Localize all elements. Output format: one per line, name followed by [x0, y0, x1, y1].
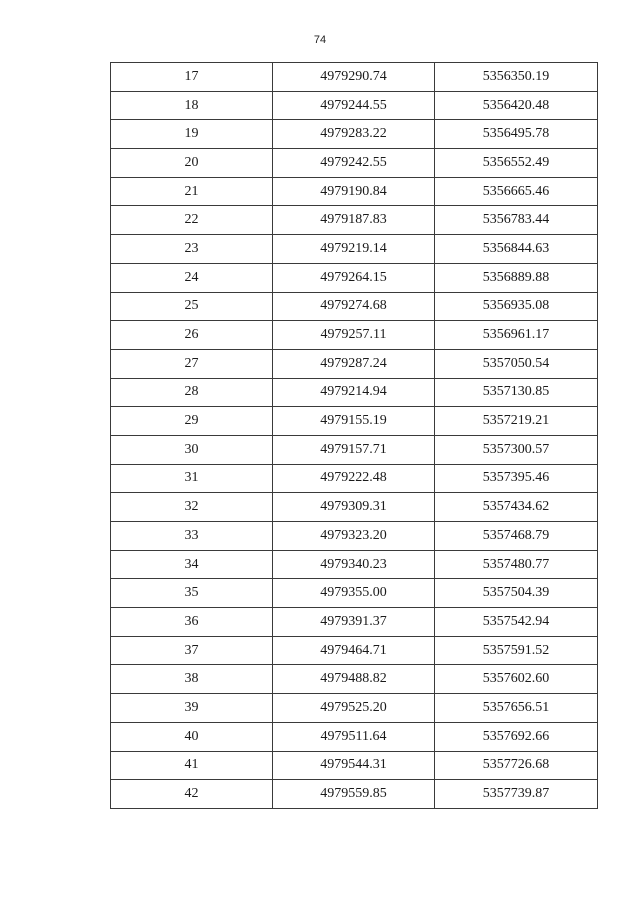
table-row: [111, 493, 598, 522]
table-row: [111, 63, 598, 92]
y-coordinate: 5356961.17: [435, 321, 598, 350]
point-number: 38: [111, 665, 273, 694]
point-number: 41: [111, 751, 273, 780]
point-number: 23: [111, 235, 273, 264]
x-coordinate: 4979488.82: [273, 665, 435, 694]
y-coordinate: 5357219.21: [435, 407, 598, 436]
point-number: 24: [111, 263, 273, 292]
point-number: 32: [111, 493, 273, 522]
y-coordinate: 5357300.57: [435, 435, 598, 464]
table-row: [111, 435, 598, 464]
point-number: 20: [111, 149, 273, 178]
y-coordinate: 5357656.51: [435, 694, 598, 723]
y-coordinate: 5356844.63: [435, 235, 598, 264]
y-coordinate: 5357739.87: [435, 780, 598, 809]
point-number: 42: [111, 780, 273, 809]
x-coordinate: 4979309.31: [273, 493, 435, 522]
y-coordinate: 5357692.66: [435, 722, 598, 751]
x-coordinate: 4979544.31: [273, 751, 435, 780]
x-coordinate: 4979219.14: [273, 235, 435, 264]
x-coordinate: 4979340.23: [273, 550, 435, 579]
y-coordinate: 5356935.08: [435, 292, 598, 321]
table-row: [111, 636, 598, 665]
point-number: 21: [111, 177, 273, 206]
point-number: 40: [111, 722, 273, 751]
point-number: 36: [111, 608, 273, 637]
x-coordinate: 4979287.24: [273, 349, 435, 378]
point-number: 18: [111, 91, 273, 120]
point-number: 25: [111, 292, 273, 321]
x-coordinate: 4979244.55: [273, 91, 435, 120]
x-coordinate: 4979187.83: [273, 206, 435, 235]
y-coordinate: 5357434.62: [435, 493, 598, 522]
y-coordinate: 5356889.88: [435, 263, 598, 292]
x-coordinate: 4979242.55: [273, 149, 435, 178]
y-coordinate: 5357480.77: [435, 550, 598, 579]
y-coordinate: 5357602.60: [435, 665, 598, 694]
y-coordinate: 5357542.94: [435, 608, 598, 637]
y-coordinate: 5356350.19: [435, 63, 598, 92]
x-coordinate: 4979214.94: [273, 378, 435, 407]
table-row: [111, 91, 598, 120]
table-row: [111, 292, 598, 321]
page-number: 74: [313, 34, 327, 46]
x-coordinate: 4979323.20: [273, 522, 435, 551]
y-coordinate: 5356783.44: [435, 206, 598, 235]
table-row: [111, 665, 598, 694]
point-number: 31: [111, 464, 273, 493]
point-number: 27: [111, 349, 273, 378]
y-coordinate: 5357591.52: [435, 636, 598, 665]
x-coordinate: 4979525.20: [273, 694, 435, 723]
point-number: 33: [111, 522, 273, 551]
table-row: [111, 722, 598, 751]
x-coordinate: 4979155.19: [273, 407, 435, 436]
y-coordinate: 5356552.49: [435, 149, 598, 178]
y-coordinate: 5357504.39: [435, 579, 598, 608]
point-number: 30: [111, 435, 273, 464]
x-coordinate: 4979190.84: [273, 177, 435, 206]
y-coordinate: 5357050.54: [435, 349, 598, 378]
coordinates-table-body: [111, 63, 598, 809]
table-row: [111, 550, 598, 579]
table-row: [111, 321, 598, 350]
table-row: [111, 751, 598, 780]
x-coordinate: 4979222.48: [273, 464, 435, 493]
x-coordinate: 4979157.71: [273, 435, 435, 464]
table-row: [111, 263, 598, 292]
point-number: 26: [111, 321, 273, 350]
y-coordinate: 5357468.79: [435, 522, 598, 551]
x-coordinate: 4979559.85: [273, 780, 435, 809]
point-number: 37: [111, 636, 273, 665]
y-coordinate: 5356420.48: [435, 91, 598, 120]
table-row: [111, 349, 598, 378]
x-coordinate: 4979391.37: [273, 608, 435, 637]
table-row: [111, 206, 598, 235]
x-coordinate: 4979464.71: [273, 636, 435, 665]
table-row: [111, 177, 598, 206]
table-row: [111, 120, 598, 149]
point-number: 17: [111, 63, 273, 92]
point-number: 28: [111, 378, 273, 407]
x-coordinate: 4979283.22: [273, 120, 435, 149]
table-row: [111, 464, 598, 493]
point-number: 34: [111, 550, 273, 579]
x-coordinate: 4979274.68: [273, 292, 435, 321]
x-coordinate: 4979290.74: [273, 63, 435, 92]
table-row: [111, 780, 598, 809]
x-coordinate: 4979264.15: [273, 263, 435, 292]
y-coordinate: 5357726.68: [435, 751, 598, 780]
point-number: 35: [111, 579, 273, 608]
point-number: 19: [111, 120, 273, 149]
y-coordinate: 5356665.46: [435, 177, 598, 206]
table-row: [111, 149, 598, 178]
y-coordinate: 5357395.46: [435, 464, 598, 493]
table-row: [111, 522, 598, 551]
coordinates-table: [110, 62, 598, 809]
x-coordinate: 4979511.64: [273, 722, 435, 751]
point-number: 39: [111, 694, 273, 723]
table-row: [111, 694, 598, 723]
point-number: 22: [111, 206, 273, 235]
table-row: [111, 579, 598, 608]
table-row: [111, 407, 598, 436]
table-row: [111, 608, 598, 637]
y-coordinate: 5356495.78: [435, 120, 598, 149]
table-row: [111, 235, 598, 264]
x-coordinate: 4979355.00: [273, 579, 435, 608]
table-row: [111, 378, 598, 407]
x-coordinate: 4979257.11: [273, 321, 435, 350]
point-number: 29: [111, 407, 273, 436]
y-coordinate: 5357130.85: [435, 378, 598, 407]
